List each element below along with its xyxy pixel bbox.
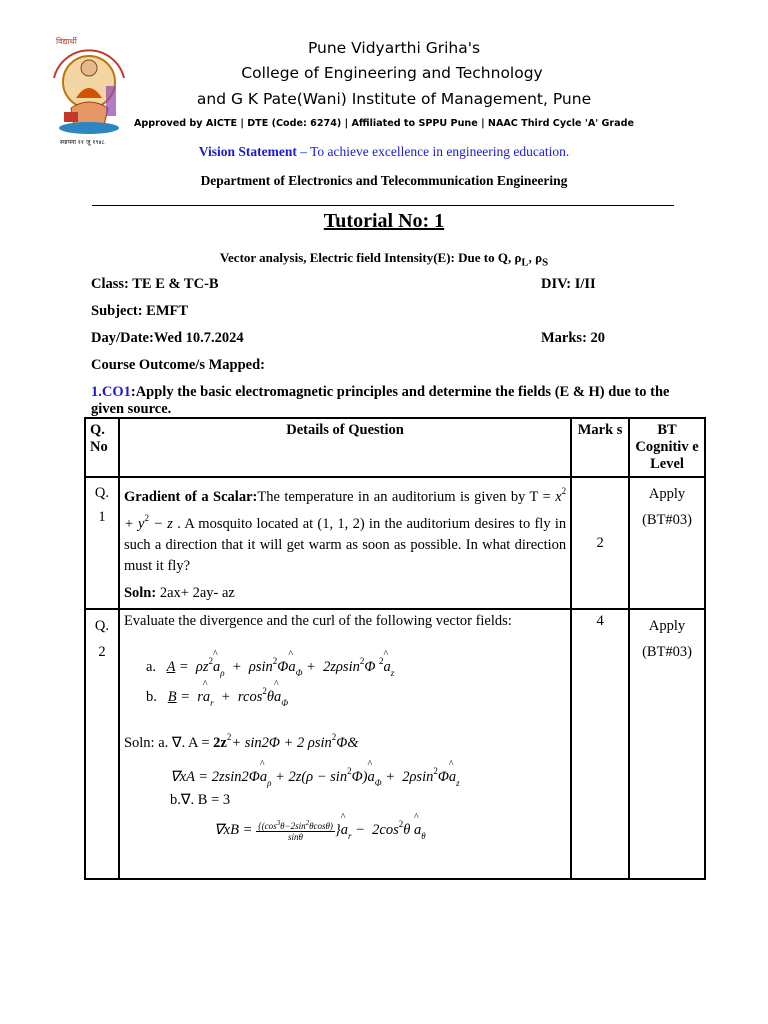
header-divider xyxy=(92,205,674,206)
q2-item-a xyxy=(146,656,566,678)
department-name: Department of Electronics and Telecommunication Engineering xyxy=(200,173,568,188)
q1-number xyxy=(85,477,119,609)
q2-vector-b: B = r^ $a_r$ + rcos$^2$θ^ $a_\Phi$ xyxy=(160,689,288,705)
question-table xyxy=(84,417,706,880)
q1-details xyxy=(119,477,571,609)
q2-bt-level: Apply xyxy=(648,618,686,634)
q2-details xyxy=(119,609,571,879)
table-row xyxy=(85,477,705,609)
co-text: :Apply the basic electromagnetic principles and determine the fields (E & H) due to the given source. xyxy=(91,384,670,417)
q1-expression: $x^2 + y^2 - z$ xyxy=(123,486,567,532)
subject-field: Subject: EMFT xyxy=(91,303,189,319)
q1-text-b: . A mosquito located at (1, 1, 2) in the auditorium desires to fly in such a direction that it will get warm as soon as possible. In what direction must it fly? xyxy=(123,516,567,574)
table-row xyxy=(85,609,705,879)
co-label: 1.CO1 xyxy=(91,384,131,400)
q2-curl-a: ∇xA = 2zsin2Φ^ $a_\rho + 2z(\rho$ − $\sin^2\Phi)\^{}$ $a_\Phi$ + 2ρsin$^2$Φ^ $a_z$ xyxy=(170,766,566,788)
q2-solution-a xyxy=(124,732,566,752)
tutorial-title: Tutorial No: 1 xyxy=(323,210,445,232)
q2-curl-b: ∇xB = $\frac{\{(\cos^3\theta-2\sin^2\theta\cos\theta)}{\sin\theta}$ }^ $a_r - 2\cos^2\theta$ ^ $a_\theta$ xyxy=(214,819,566,842)
q2-marks: 4 xyxy=(571,609,629,879)
q2-div-b: b.∇. B = 3 xyxy=(169,792,231,808)
q2-bt-code: (BT#03) xyxy=(642,644,692,660)
q2-soln-a-label: Soln: a. ∇. A = xyxy=(123,735,210,751)
q1-marks: 2 xyxy=(571,477,629,609)
marks-field: Marks: 20 xyxy=(541,330,606,346)
q2-item-a-label: a. xyxy=(145,659,157,675)
vision-text: – To achieve excellence in engineering education. xyxy=(300,144,570,159)
table-header-row xyxy=(85,418,705,477)
q2-text: Evaluate the divergence and the curl of the following vector fields: xyxy=(123,613,512,629)
logo-motto: विद्यार्थी xyxy=(56,37,77,46)
header-bt-level: BT Cognitiv e Level xyxy=(629,418,705,477)
q1-bt-level: Apply xyxy=(648,486,686,502)
subtitle-text: Vector analysis, Electric field Intensity(E): Due to Q, ρ xyxy=(219,250,522,265)
vision-label: Vision Statement xyxy=(198,144,297,159)
q1-bt-code: (BT#03) xyxy=(642,512,692,528)
header-details: Details of Question xyxy=(119,418,571,477)
approval-line: Approved by AICTE | DTE (Code: 6274) | Affiliated to SPPU Pune | NAAC Third Cycle 'A' Grade xyxy=(133,118,634,129)
q2-div-a: $2z^2+ \sin 2\Phi + 2$ ρsin$^2$Φ& xyxy=(213,732,359,751)
q1-soln-label: Soln: xyxy=(123,585,157,601)
header-line-1: Pune Vidyarthi Griha's xyxy=(307,39,481,57)
q1-text xyxy=(124,481,566,577)
header-marks: Mark s xyxy=(571,418,629,477)
q1-soln-value: 2ax+ 2ay- az xyxy=(159,585,235,601)
header-line-3: and G K Pate(Wani) Institute of Management, Pune xyxy=(196,90,592,108)
subtitle-comma: , ρ xyxy=(528,250,543,265)
q1-topic: Gradient of a Scalar: xyxy=(123,489,258,505)
q2-number xyxy=(85,609,119,879)
q1-bt xyxy=(629,477,705,609)
course-outcome-heading: Course Outcome/s Mapped: xyxy=(91,357,265,373)
q1-solution xyxy=(124,585,566,602)
q1-text-a: The temperature in an auditorium is given by T = xyxy=(257,489,551,505)
date-field: Day/Date:Wed 10.7.2024 xyxy=(91,330,244,346)
q1-number-b: 1 xyxy=(98,509,106,525)
tutorial-subtitle xyxy=(0,250,768,269)
q2-number-a: Q. xyxy=(94,618,110,634)
div-field: DIV: I/II xyxy=(541,276,596,292)
q1-number-a: Q. xyxy=(94,485,110,501)
header-qno: Q. No xyxy=(85,418,119,477)
subtitle-sub-s: S xyxy=(542,256,549,269)
logo-established: स्थापना ११ जू १९४८ xyxy=(60,139,105,146)
course-outcome-1 xyxy=(91,384,681,418)
class-field: Class: TE E & TC-B xyxy=(91,276,219,292)
q2-item-b-label: b. xyxy=(145,689,157,705)
vision-statement xyxy=(0,144,768,160)
q2-number-b: 2 xyxy=(98,644,106,660)
subtitle-sub-l: L xyxy=(521,256,529,269)
q2-bt xyxy=(629,609,705,879)
q2-vector-a: $A = \rho z^2\^{}$ $a_\rho$ + ρsin$^2$Φ^ $a_\Phi + 2z\rho\sin^2\Phi$ $^2$^ $a_z$ xyxy=(160,659,395,675)
header-line-2: College of Engineering and Technology xyxy=(241,64,543,82)
q2-item-b xyxy=(146,686,566,708)
